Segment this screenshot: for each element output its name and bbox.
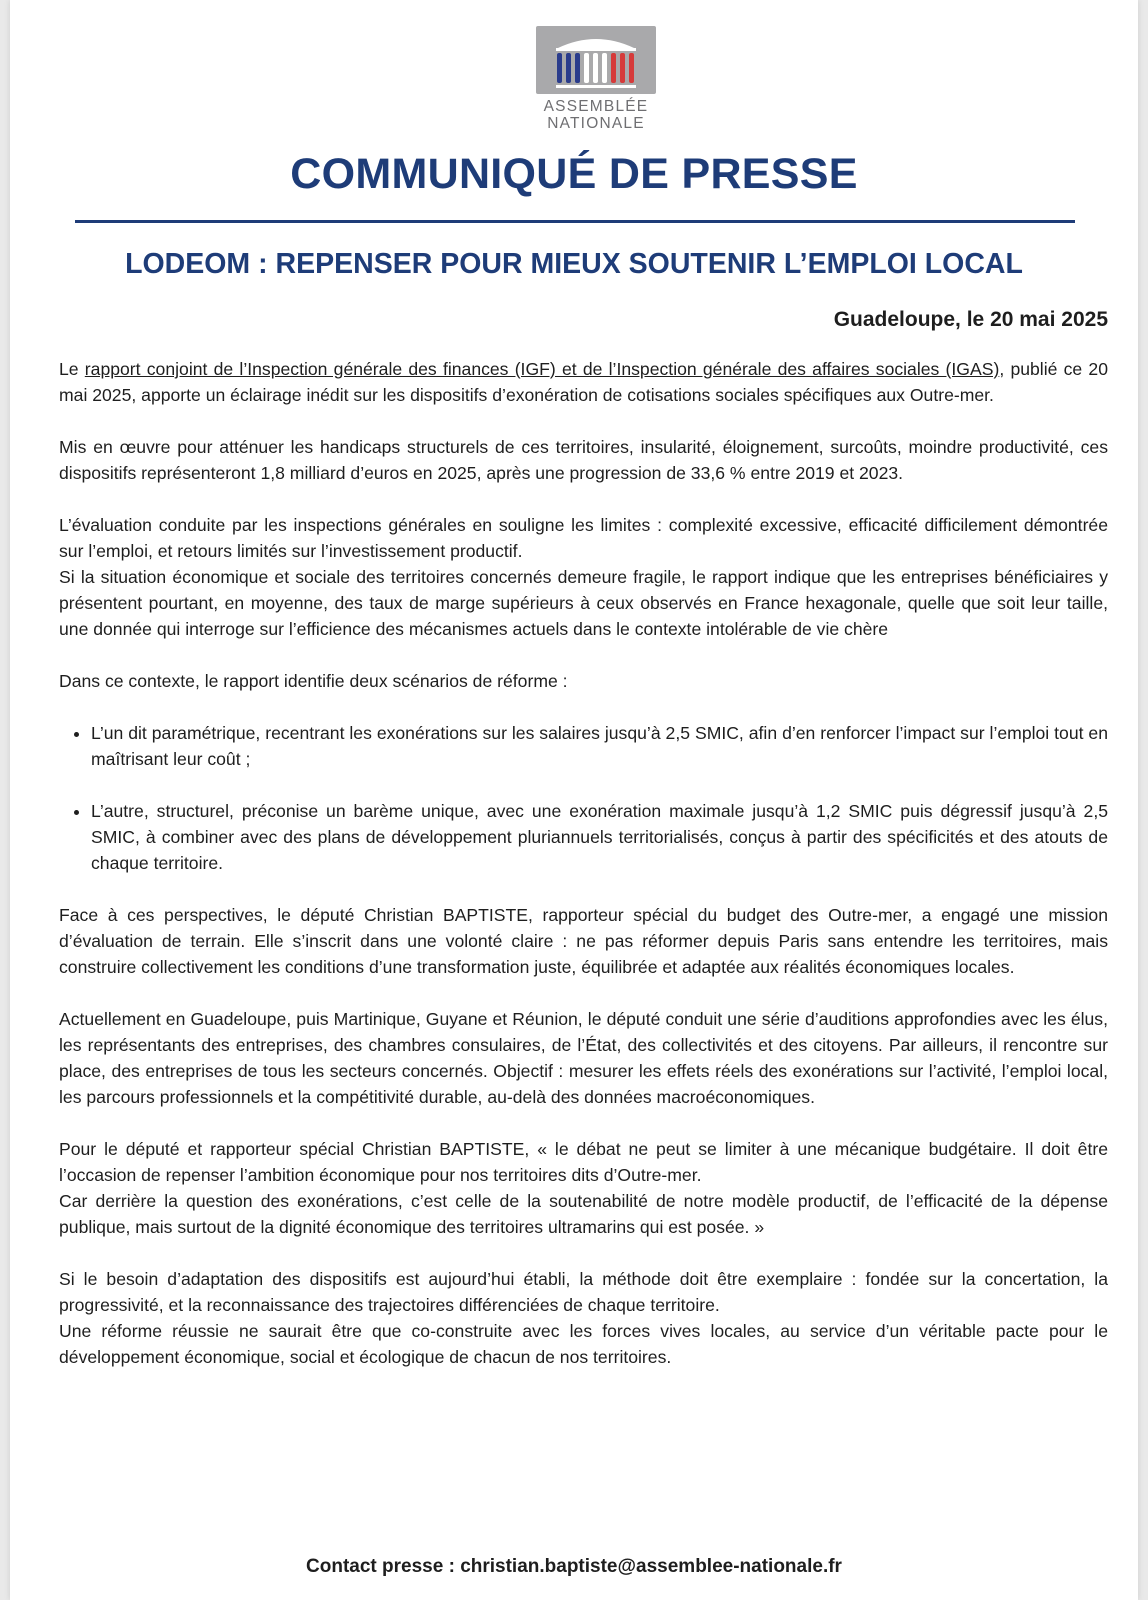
paragraph-8: Pour le député et rapporteur spécial Christian BAPTISTE, « le débat ne peut se limiter à une mécanique budgétaire. Il doit être l’occasion de repenser l’ambition économique pour nos territoires dits d’Outre-mer.	[59, 1139, 1108, 1185]
paragraph-4: Si la situation économique et sociale des territoires concernés demeure fragile, le rapport indique que les entreprises bénéficiaires y présentent pourtant, en moyenne, des taux de marge supérieurs à ceux observés en France hexagonale, quelle que soit leur taille, une donnée qui interroge sur l’efficience des mécanismes actuels dans le contexte intolérable de vie chère	[59, 567, 1108, 639]
logo-line-1: ASSEMBLÉE	[543, 98, 649, 115]
paragraph-11: Une réforme réussie ne saurait être que co-construite avec les forces vives locales, au service d’un véritable pacte pour le développement économique, social et écologique de chacun de nos territoires.	[59, 1321, 1108, 1367]
release-date: Guadeloupe, le 20 mai 2025	[833, 308, 1108, 331]
press-release-page	[10, 0, 1138, 1600]
assemblee-nationale-logo	[536, 26, 656, 136]
paragraph-7: Actuellement en Guadeloupe, puis Martinique, Guyane et Réunion, le député conduit une série d’auditions approfondies avec les élus, les représentants des entreprises, des chambres consulaires, de l’État, des collectivités et des citoyens. Par ailleurs, il rencontre sur place, des entreprises de tous les secteurs concernés. Objectif : mesurer les effets réels des exonérations sur l’activité, l’emploi local, les parcours professionnels et la compétitivité durable, au-delà des données macroéconomiques.	[59, 1009, 1108, 1107]
list-item: • L’autre, structurel, préconise un barème unique, avec une exonération maximale jusqu’à 1,2 SMIC puis dégressif jusqu’à 2,5 SMIC, à combiner avec des plans de développement pluriannuels territorialisés, conçus à partir des spécificités et des atouts de chaque territoire.	[91, 798, 1108, 876]
paragraph-1-rest: , publié ce 20 mai 2025, apporte un éclairage inédit sur les dispositifs d’exonération de cotisations sociales spécifiques aux Outre-mer.	[59, 359, 1108, 405]
paragraph-10: Si le besoin d’adaptation des dispositifs est aujourd’hui établi, la méthode doit être exemplaire : fondée sur la concertation, la progressivité, et la reconnaissance des trajectoires différenciées de chaque territoire.	[59, 1269, 1108, 1315]
paragraph-1	[59, 356, 1108, 408]
paragraph-9: Car derrière la question des exonérations, c’est celle de la soutenabilité de notre modèle productif, de l’efficacité de la dépense publique, mais surtout de la dignité économique des territoires ultramarins qui est posée. »	[59, 1191, 1108, 1237]
title-divider	[75, 220, 1075, 223]
release-body	[59, 356, 1108, 1396]
press-contact	[10, 1556, 1138, 1578]
contact-email[interactable]: christian.baptiste@assemblee-nationale.fr	[460, 1556, 842, 1577]
page-title: COMMUNIQUÉ DE PRESSE	[290, 150, 858, 198]
contact-label: Contact presse :	[306, 1556, 461, 1577]
logo-line-2: NATIONALE	[547, 115, 645, 132]
paragraph-6: Face à ces perspectives, le député Christian BAPTISTE, rapporteur spécial du budget des Outre-mer, a engagé une mission d’évaluation de terrain. Elle s’inscrit dans une volonté claire : ne pas réformer depuis Paris sans entendre les territoires, mais construire collectivement les conditions d’une transformation juste, équilibrée et adaptée aux réalités économiques locales.	[59, 905, 1108, 977]
reform-scenarios-list	[59, 720, 1108, 876]
paragraph-3: L’évaluation conduite par les inspections générales en souligne les limites : complexité excessive, efficacité difficilement démontrée sur l’emploi, et retours limités sur l’investissement productif.	[59, 515, 1108, 561]
paragraph-2: Mis en œuvre pour atténuer les handicaps structurels de ces territoires, insularité, éloignement, surcoûts, moindre productivité, ces dispositifs représenteront 1,8 milliard d’euros en 2025, après une progression de 33,6 % entre 2019 et 2023.	[59, 437, 1108, 483]
hemicycle-icon	[536, 26, 656, 94]
page-subtitle: LODEOM : REPENSER POUR MIEUX SOUTENIR L’EMPLOI LOCAL	[125, 248, 1023, 280]
list-item: • L’un dit paramétrique, recentrant les exonérations sur les salaires jusqu’à 2,5 SMIC, afin d’en renforcer l’impact sur l’emploi tout en maîtrisant leur coût ;	[91, 720, 1108, 772]
paragraph-5: Dans ce contexte, le rapport identifie deux scénarios de réforme :	[59, 671, 568, 691]
logo-emblem	[536, 26, 656, 94]
report-reference: rapport conjoint de l’Inspection générale des finances (IGF) et de l’Inspection générale des affaires sociales (IGAS)	[84, 359, 1000, 379]
paragraph-1-prefix: Le	[59, 359, 85, 379]
